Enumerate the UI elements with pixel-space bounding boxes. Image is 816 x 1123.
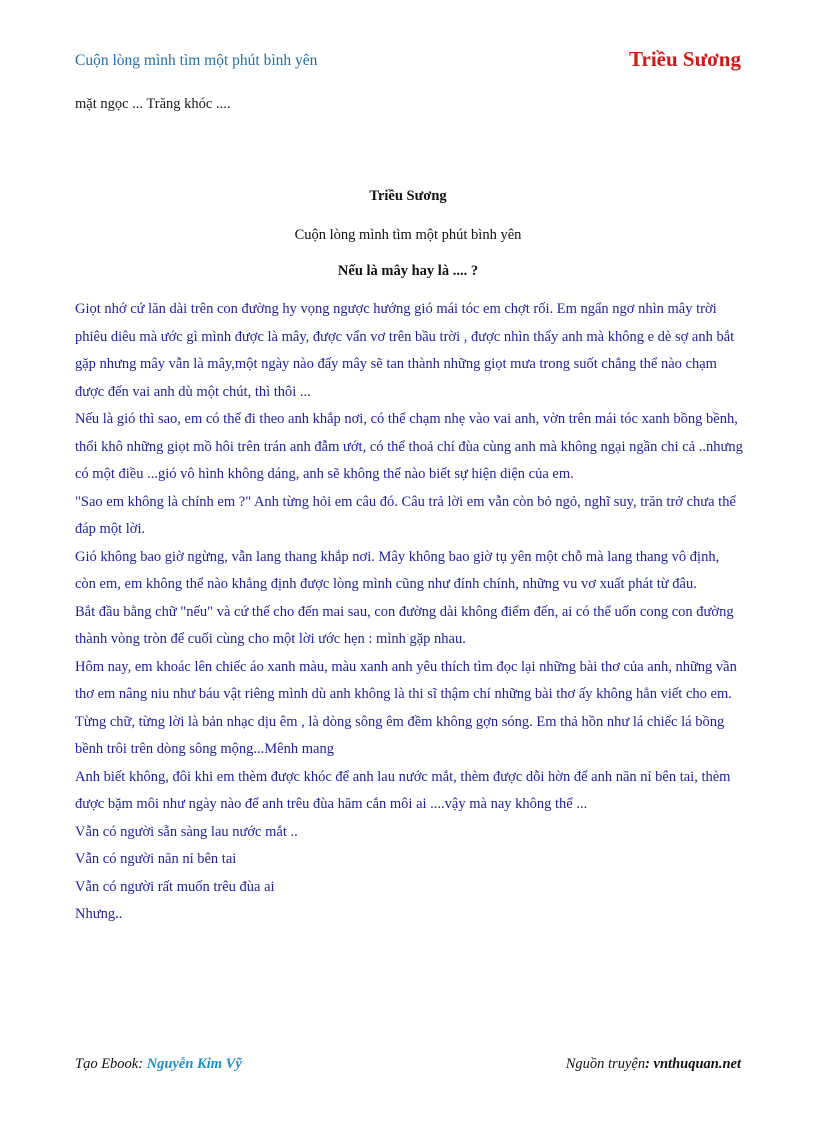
story-body	[75, 296, 743, 929]
paragraph: Vẫn có người sẵn sàng lau nước mắt ..	[75, 823, 298, 840]
paragraph: Vẫn có người năn nỉ bên tai	[75, 851, 237, 867]
story-author: Triều Sương	[369, 188, 447, 204]
paragraph: Hôm nay, em khoác lên chiếc áo xanh màu, màu xanh anh yêu thích tìm đọc lại những bài thơ của anh, những vần thơ em nâng niu như báu vật riêng mình dù anh không là thi sĩ thậm chí những bài thơ ấy không hẳn viết cho em. Từng chữ, từng lời là bản nhạc dịu êm , là dòng sông êm đềm không gợn sóng. Em thả hồn như lá chiếc lá bồng bềnh trôi trên dòng sông mộng...Mênh mang	[75, 658, 737, 757]
running-header-author: Triều Sương	[629, 47, 741, 71]
continuation-text: mặt ngọc ... Trăng khóc ....	[75, 96, 231, 112]
footer-ebook-credit	[75, 1056, 242, 1073]
running-header-title: Cuộn lòng mình tìm một phút bình yên	[75, 52, 318, 69]
paragraph: Nhưng..	[75, 906, 123, 922]
paragraph: Anh biết không, đôi khi em thèm được khóc để anh lau nước mắt, thèm được dỗi hờn để anh năn nỉ bên tai, thèm được bặm môi như ngày nào để anh trêu đùa hăm cắn môi ai ....vậy mà nay không thể ...	[75, 768, 731, 812]
footer-source-label: Nguồn truyện	[565, 1056, 646, 1072]
paragraph: Bắt đầu bằng chữ "nếu" và cứ thế cho đến mai sau, con đường dài không điểm đến, ai có thể uốn cong con đường thành vòng tròn để cuối cùng cho một lời ước hẹn : mình gặp nhau.	[75, 603, 734, 647]
collection-title: Cuộn lòng mình tìm một phút bình yên	[294, 227, 522, 243]
paragraph: "Sao em không là chính em ?" Anh từng hỏi em câu đó. Câu trả lời em vẫn còn bỏ ngỏ, nghĩ suy, trăn trở chưa thể đáp một lời.	[75, 493, 736, 537]
footer-separator: :	[138, 1056, 147, 1072]
paragraph: Giọt nhớ cứ lăn dài trên con đường hy vọng ngược hướng gió mái tóc em chợt rối. Em ngẩn ngơ nhìn mây trời phiêu diêu mà ước gì mình được là mây, được vẩn vơ trên bầu trời , được nhìn thấy anh mà không e dè sợ anh bắt gặp nhưng mây vẫn là mây,một ngày nào đấy mây sẽ tan thành những giọt mưa trong suốt chẳng thể nào chạm được đến vai anh dù một chút, thì thôi ...	[75, 301, 735, 400]
paragraph: Vẫn có người rất muốn trêu đùa ai	[75, 878, 275, 895]
footer-source-credit	[566, 1056, 741, 1073]
paragraph: Nếu là gió thì sao, em có thể đi theo anh khắp nơi, có thể chạm nhẹ vào vai anh, vờn trên mái tóc xanh bồng bềnh, thổi khô những giọt mồ hôi trên trán anh đẫm ướt, có thể thoả chí đùa cùng anh mà không ngại ngần chi cả ..nhưng có một điều ...gió vô hình không dáng, anh sẽ không thể nào biết sự hiện diện của em.	[75, 411, 743, 482]
footer-ebook-name: Nguyễn Kim Vỹ	[146, 1056, 242, 1072]
story-title: Nếu là mây hay là .... ?	[337, 263, 479, 279]
footer-source-site: vnthuquan.net	[653, 1056, 741, 1072]
paragraph: Gió không bao giờ ngừng, vẫn lang thang khắp nơi. Mây không bao giờ tụ yên một chỗ mà lang thang vô định, còn em, em không thể nào khẳng định được lòng mình cũng như đính chính, những vu vơ xuất phát từ đâu.	[75, 548, 720, 592]
footer-separator: :	[645, 1056, 654, 1072]
footer-ebook-label: Tạo Ebook	[75, 1056, 139, 1072]
